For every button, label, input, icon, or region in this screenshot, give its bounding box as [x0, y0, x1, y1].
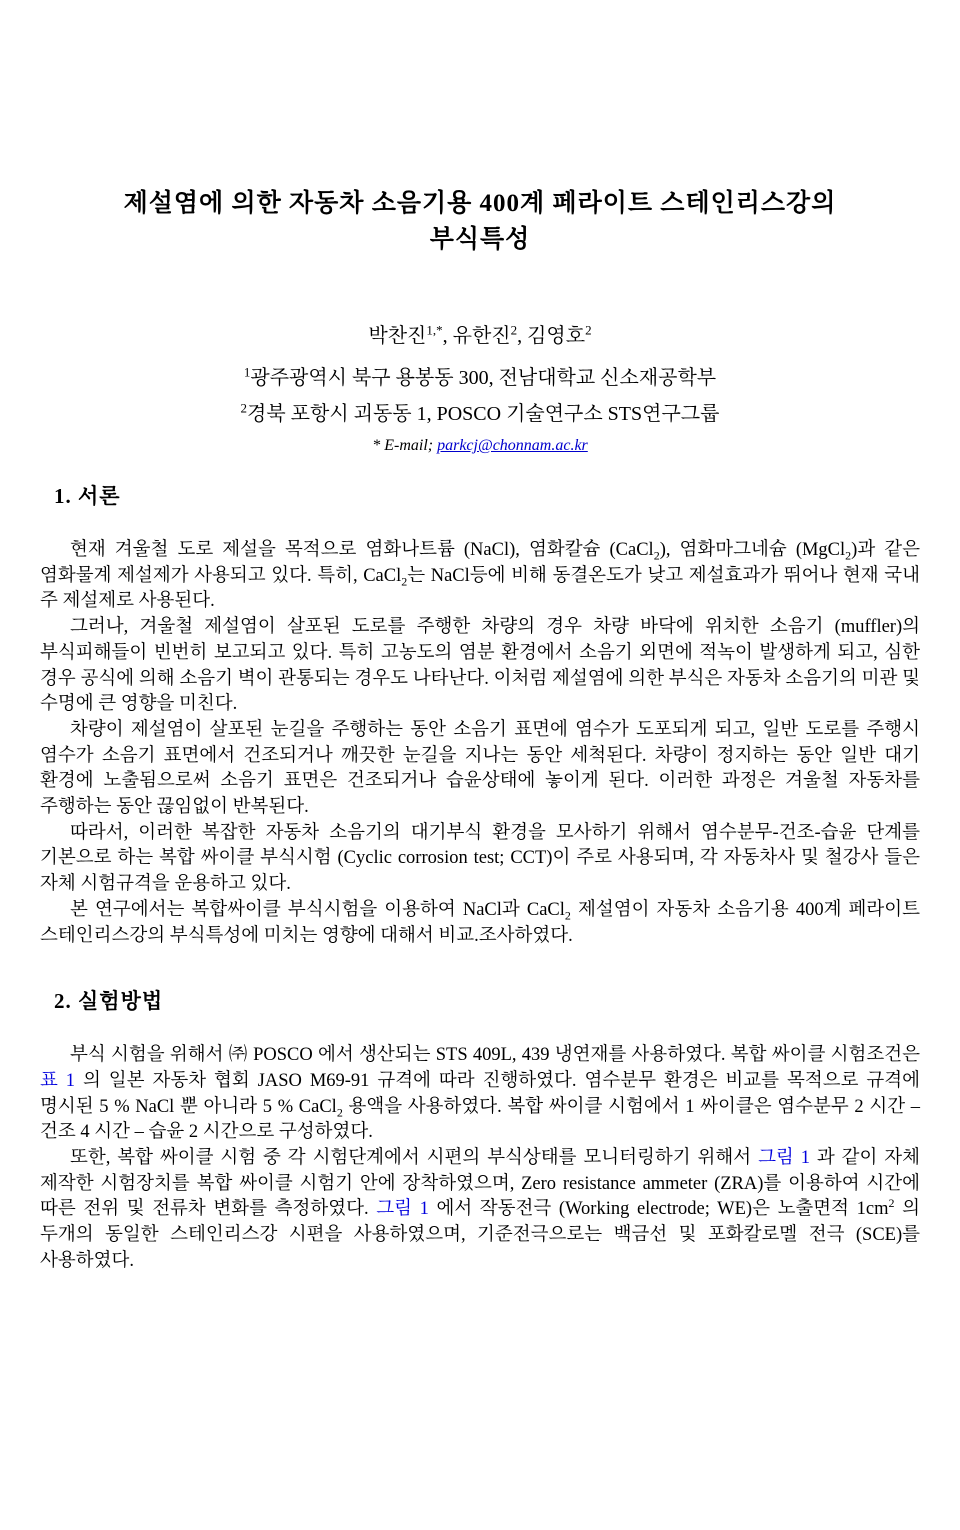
email-link[interactable]: parkcj@chonnam.ac.kr — [437, 437, 588, 454]
text-run: 본 연구에서는 복합싸이클 부식시험을 이용하여 NaCl과 CaCl — [70, 899, 565, 920]
text-run: 따라서, 이러한 복잡한 자동차 소음기의 대기부식 환경을 모사하기 위해서 염수분무-건조-습윤 단계를 기본으로 하는 복합 싸이클 부식시험 (Cyclic corrosion test; CCT)이 주로 사용되며, 각 자동차사 및 철강사 들은 자체 시험규격을 운용하고 있다. — [40, 822, 920, 895]
text-run: 제설염이 자동차 소음기용 400계 페라이트 스테인리스강의 부식특성에 미치는 영향에 대해서 비교.조사하였다. — [40, 899, 921, 946]
cross-reference-link[interactable]: 그림 1 — [758, 1148, 810, 1169]
subscript: 2 — [845, 548, 852, 563]
superscript: 2 — [585, 322, 592, 338]
body-paragraph — [40, 615, 920, 718]
body-paragraph — [40, 1043, 920, 1146]
subscript: 2 — [401, 574, 408, 589]
body-paragraph — [40, 821, 920, 898]
author-line — [40, 322, 920, 350]
section-body — [40, 538, 920, 949]
text-run: ), 염화마그네슘 (MgCl — [659, 540, 846, 560]
text-run: 또한, 복합 싸이클 시험 중 각 시험단계에서 시편의 부식상태를 모니터링하기 위해서 — [70, 1148, 759, 1169]
text-run: 용액을 사용하였다. 복합 싸이클 시험에서 1 싸이클은 염수분무 2 시간 – 건조 4 시간 – 습윤 2 시간으로 구성하였다. — [40, 1096, 920, 1143]
cross-reference-link[interactable]: 그림 1 — [376, 1199, 429, 1220]
text-run: 광주광역시 북구 용봉동 300, 전남대학교 신소재공학부 — [250, 367, 717, 389]
superscript: 1 — [243, 364, 251, 380]
superscript: 2 — [240, 400, 248, 416]
subscript: 2 — [564, 908, 571, 923]
text-run: 경북 포항시 괴동동 1, POSCO 기술연구소 STS연구그룹 — [247, 403, 720, 425]
cross-reference-link[interactable]: 표 1 — [40, 1070, 76, 1091]
email-label: * E-mail; — [372, 437, 438, 454]
text-run: 그러나, 겨울철 제설염이 살포된 도로를 주행한 차량의 경우 차량 바닥에 위치한 소음기 (muffler)의 부식피해들이 빈번히 보고되고 있다. 특히 고농도의 염분 환경에서 소음기 외면에 적녹이 발생하게 되고, 심한 경우 공식에 의해 소음기 벽이 관통되는 경우도 나타난다. 이처럼 제설염에 의한 부식은 자동차 소음기의 미관 및 수명에 큰 영향을 미친다. — [40, 617, 921, 715]
text-run: , 유한진 — [442, 325, 511, 347]
body-paragraph — [40, 538, 920, 615]
subscript: 2 — [653, 548, 660, 563]
text-run: )과 같은 염화물계 제설제가 사용되고 있다. 특히, CaCl — [40, 540, 920, 586]
text-run: 부식 시험을 위해서 ㈜ POSCO 에서 생산되는 STS 409L, 439 냉연재를 사용하였다. 복합 싸이클 시험조건은 — [70, 1045, 920, 1066]
affiliation-2 — [40, 396, 920, 432]
section-heading: 2. 실험방법 — [54, 989, 164, 1014]
affiliations — [40, 360, 920, 432]
body-paragraph — [40, 898, 920, 949]
paper-title-line-2: 부식특성 — [429, 226, 531, 253]
email-line — [40, 434, 920, 458]
superscript: 1,* — [426, 322, 443, 338]
text-run: 의 두개의 동일한 스테인리스강 시편을 사용하였으며, 기준전극으로는 백금선 및 포화칼로멜 전극 (SCE)를 사용하였다. — [40, 1199, 920, 1271]
text-run: 에서 작동전극 (Working electrode; WE)은 노출면적 1cm — [428, 1199, 889, 1220]
section-heading: 1. 서론 — [54, 484, 121, 508]
document-body — [40, 482, 920, 1275]
text-run: 의 일본 자동차 협회 JASO M69-91 규격에 따라 진행하였다. 염수분무 환경은 비교를 목적으로 규격에 명시된 5 % NaCl 뿐 아니라 5 % CaCl — [40, 1070, 921, 1117]
text-run: 차량이 제설염이 살포된 눈길을 주행하는 동안 소음기 표면에 염수가 도포되게 되고, 일반 도로를 주행시 염수가 소음기 표면에서 건조되거나 깨끗한 눈길을 지나는 동안 세척된다. 차량이 정지하는 동안 일반 대기 환경에 노출됨으로써 소음기 표면은 건조되거나 습윤상태에 놓이게 된다. 이러한 과정은 겨울철 자동차를 주행하는 동안 끊임없이 반복된다. — [40, 719, 920, 818]
paper-title-line-1: 제설염에 의한 자동차 소음기용 400계 페라이트 스테인리스강의 — [123, 190, 837, 217]
superscript: 2 — [888, 1196, 895, 1211]
text-run: 과 같이 자체 제작한 시험장치를 복합 싸이클 시험기 안에 장착하였으며, Zero resistance ammeter (ZRA)를 이용하여 시간에 따른 전위 및 전류차 변화를 측정하였다. — [40, 1148, 920, 1220]
affiliation-1 — [40, 360, 920, 396]
text-run: 는 NaCl등에 비해 동결온도가 낮고 제설효과가 뛰어나 현재 국내 주 제설제로 사용된다. — [40, 565, 920, 612]
text-run: 박찬진 — [368, 325, 427, 347]
paper-title — [40, 186, 920, 258]
section-body — [40, 1043, 920, 1274]
text-run: , 김영호 — [517, 325, 586, 347]
subscript: 2 — [336, 1105, 343, 1120]
text-run: 현재 겨울철 도로 제설을 목적으로 염화나트륨 (NaCl), 염화칼슘 (CaCl — [70, 540, 654, 560]
body-paragraph — [40, 1146, 920, 1275]
superscript: 2 — [510, 322, 518, 338]
body-paragraph — [40, 718, 920, 821]
